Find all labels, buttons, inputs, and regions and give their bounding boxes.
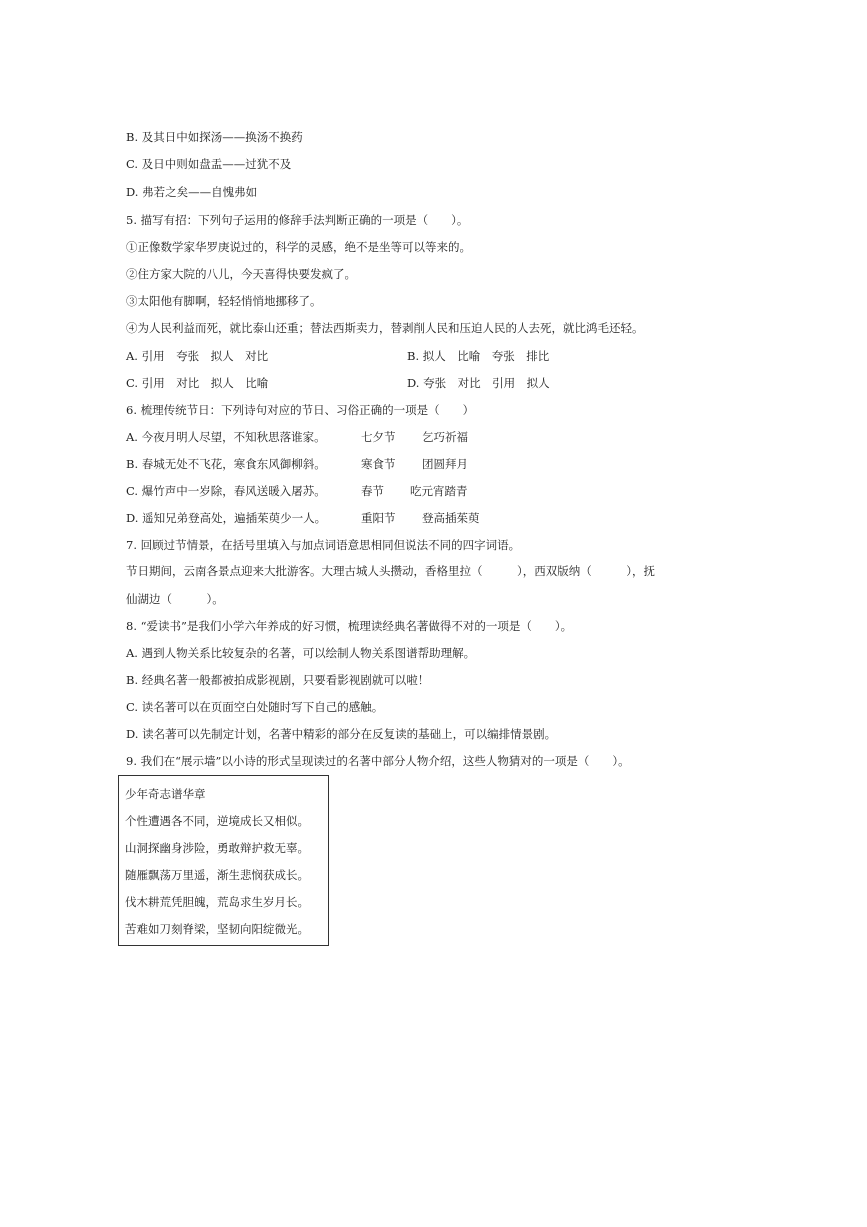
q7-passage-line-2: 仙湖边（ ）。 <box>126 592 224 606</box>
q6-row-b-custom: 团圆拜月 <box>422 457 468 471</box>
q5-option-d: D. 夸张 对比 引用 拟人 <box>407 376 550 390</box>
q6-row-c-festival: 春节 <box>361 484 384 498</box>
q6-row-a-custom: 乞巧祈福 <box>422 430 468 444</box>
q6-row-c-verse: C. 爆竹声中一岁除，春风送暖入屠苏。 <box>126 484 326 498</box>
q7-passage-line-1: 节日期间，云南各景点迎来大批游客。大理古城人头攒动，香格里拉（ ），西双版纳（ ），抚 <box>126 564 655 578</box>
q6-row-b-verse: B. 春城无处不飞花，寒食东风御柳斜。 <box>126 457 326 471</box>
poem-line-5: 苦难如刀刻脊梁，坚韧向阳绽微光。 <box>125 922 309 936</box>
q5-sentence-1: ①正像数学家华罗庚说过的，科学的灵感，绝不是坐等可以等来的。 <box>126 240 471 254</box>
q5-sentence-2: ②住方家大院的八儿，今天喜得快要发疯了。 <box>126 267 356 281</box>
q6-row-a-verse: A. 今夜月明人尽望，不知秋思落谁家。 <box>126 430 326 444</box>
q6-row-d-festival: 重阳节 <box>361 511 396 525</box>
q5-stem: 5. 描写有招：下列句子运用的修辞手法判断正确的一项是（ ）。 <box>126 213 469 227</box>
q6-row-c-custom: 吃元宵踏青 <box>410 484 468 498</box>
poem-line-1: 个性遭遇各不同，逆境成长又相似。 <box>125 814 309 828</box>
q4-option-b: B. 及其日中如探汤——换汤不换药 <box>126 130 303 144</box>
q5-option-a: A. 引用 夸张 拟人 对比 <box>126 349 269 363</box>
q8-stem: 8. “爱读书”是我们小学六年养成的好习惯，梳理读经典名著做得不对的一项是（ ）。 <box>126 619 573 633</box>
q6-row-a-festival: 七夕节 <box>361 430 396 444</box>
poem-box <box>118 775 329 946</box>
q8-option-c: C. 读名著可以在页面空白处随时写下自己的感触。 <box>126 700 384 714</box>
poem-title: 少年奇志谱华章 <box>125 787 206 801</box>
q5-sentence-4: ④为人民利益而死，就比泰山还重；替法西斯卖力，替剥削人民和压迫人民的人去死，就比鸿毛还轻。 <box>126 321 644 335</box>
q7-stem: 7. 回顾过节情景，在括号里填入与加点词语意思相同但说法不同的四字词语。 <box>126 538 521 552</box>
q8-option-b: B. 经典名著一般都被拍成影视剧，只要看影视剧就可以啦！ <box>126 673 430 687</box>
q5-sentence-3: ③太阳他有脚啊，轻轻悄悄地挪移了。 <box>126 294 322 308</box>
poem-line-2: 山洞探幽身涉险，勇敢辩护救无辜。 <box>125 841 309 855</box>
poem-line-4: 伐木耕荒凭胆魄，荒岛求生岁月长。 <box>125 895 309 909</box>
q4-option-c: C. 及日中则如盘盂——过犹不及 <box>126 157 292 171</box>
q6-row-d-verse: D. 遥知兄弟登高处，遍插茱萸少一人。 <box>126 511 327 525</box>
q8-option-d: D. 读名著可以先制定计划，名著中精彩的部分在反复读的基础上，可以编排情景剧。 <box>126 727 557 741</box>
q9-stem: 9. 我们在“展示墙”以小诗的形式呈现读过的名著中部分人物介绍，这些人物猜对的一项是（ ）。 <box>126 754 630 768</box>
q8-option-a: A. 遇到人物关系比较复杂的名著，可以绘制人物关系图谱帮助理解。 <box>126 646 476 660</box>
poem-line-3: 随雁飘荡万里遥，渐生悲悯获成长。 <box>125 868 309 882</box>
q5-option-b: B. 拟人 比喻 夸张 排比 <box>407 349 550 363</box>
q6-row-b-festival: 寒食节 <box>361 457 396 471</box>
q5-option-c: C. 引用 对比 拟人 比喻 <box>126 376 269 390</box>
q4-option-d: D. 弗若之矣——自愧弗如 <box>126 185 258 199</box>
q6-stem: 6. 梳理传统节日：下列诗句对应的节日、习俗正确的一项是（ ） <box>126 403 475 417</box>
q6-row-d-custom: 登高插茱萸 <box>422 511 480 525</box>
